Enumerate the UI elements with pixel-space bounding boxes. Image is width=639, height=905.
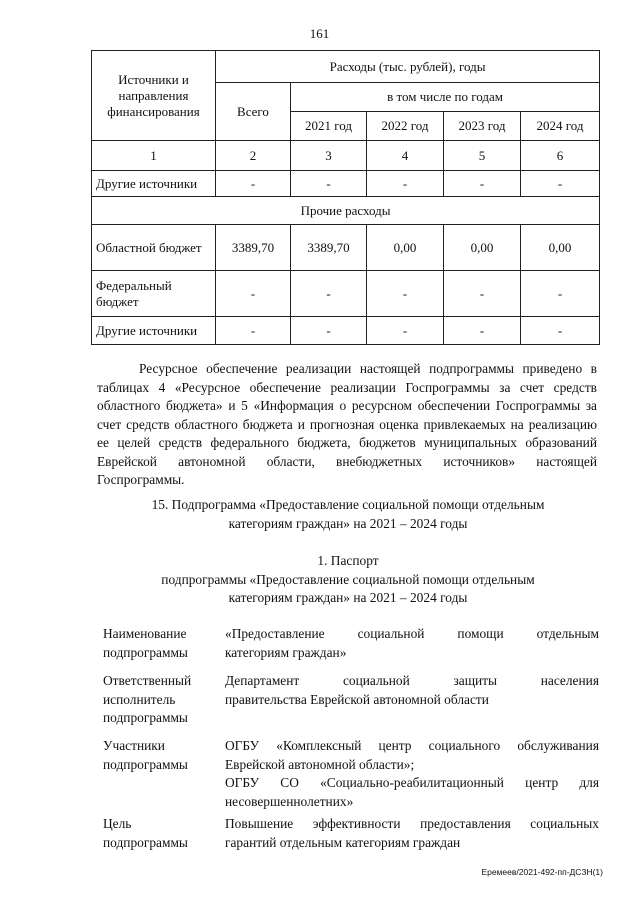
table-cell: - bbox=[291, 171, 367, 197]
table-cell: - bbox=[216, 271, 291, 317]
passport-value bbox=[225, 815, 599, 852]
table-cell: - bbox=[367, 171, 444, 197]
table-cell: 3389,70 bbox=[216, 225, 291, 271]
page-number: 161 bbox=[309, 26, 330, 41]
table-cell: 0,00 bbox=[367, 225, 444, 271]
table-cell: - bbox=[216, 171, 291, 197]
header-by-years: в том числе по годам bbox=[291, 83, 600, 112]
passport-value-line: Повышение эффективности предоставления социальных bbox=[225, 816, 599, 831]
column-number: 5 bbox=[444, 141, 521, 171]
footer-reference: Еремеев/2021-492-пп-ДСЗН(1) bbox=[481, 867, 603, 877]
passport-value bbox=[225, 737, 599, 811]
section-heading bbox=[95, 496, 601, 533]
passport-value-line: несовершеннолетних» bbox=[225, 793, 354, 809]
table-cell: 0,00 bbox=[444, 225, 521, 271]
column-number: 4 bbox=[367, 141, 444, 171]
header-year: 2023 год bbox=[444, 112, 521, 141]
passport-value bbox=[225, 672, 599, 709]
table-cell: - bbox=[444, 271, 521, 317]
table-cell: - bbox=[291, 271, 367, 317]
passport-value-line: «Предоставление социальной помощи отдельным bbox=[225, 626, 599, 641]
row-label: Другие источники bbox=[92, 171, 216, 197]
header-year: 2024 год bbox=[521, 112, 600, 141]
passport-heading bbox=[95, 552, 601, 608]
header-sources: Источники и направления финансирования bbox=[92, 51, 216, 141]
table-cell: - bbox=[521, 171, 600, 197]
budget-table bbox=[91, 50, 600, 345]
passport-heading-line: 1. Паспорт bbox=[317, 553, 379, 568]
table-cell: - bbox=[521, 317, 600, 345]
passport-label: Цель подпрограммы bbox=[103, 816, 188, 850]
passport-value-line: Департамент социальной защиты населения bbox=[225, 673, 599, 688]
section-heading-line: категориям граждан» на 2021 – 2024 годы bbox=[228, 515, 468, 531]
passport-value-line: гарантий отдельным категориям граждан bbox=[225, 834, 461, 850]
table-cell: - bbox=[291, 317, 367, 345]
section-title: Прочие расходы bbox=[92, 197, 600, 225]
header-total: Всего bbox=[216, 83, 291, 141]
section-heading-line: 15. Подпрограмма «Предоставление социальной помощи отдельным bbox=[151, 497, 545, 512]
passport-value-line: ОГБУ «Комплексный центр социального обслуживания bbox=[225, 738, 599, 753]
header-year: 2022 год bbox=[367, 112, 444, 141]
column-number: 6 bbox=[521, 141, 600, 171]
passport-value bbox=[225, 625, 599, 662]
header-year: 2021 год bbox=[291, 112, 367, 141]
column-number: 1 bbox=[92, 141, 216, 171]
column-number: 2 bbox=[216, 141, 291, 171]
passport-value-line: ОГБУ СО «Социально-реабилитационный центр для bbox=[225, 775, 599, 790]
row-label: Областной бюджет bbox=[92, 225, 216, 271]
passport-value-line: Еврейской автономной области»; bbox=[225, 756, 415, 772]
column-number: 3 bbox=[291, 141, 367, 171]
row-label: Другие источники bbox=[92, 317, 216, 345]
table-cell: - bbox=[367, 317, 444, 345]
table-cell: 0,00 bbox=[521, 225, 600, 271]
table-cell: - bbox=[216, 317, 291, 345]
passport-label: Ответственный исполнитель подпрограммы bbox=[103, 673, 192, 725]
passport-value-line: категориям граждан» bbox=[225, 644, 347, 660]
row-label: Федеральный бюджет bbox=[92, 271, 216, 317]
header-expenses: Расходы (тыс. рублей), годы bbox=[216, 51, 600, 83]
passport-label: Наименование подпрограммы bbox=[103, 626, 188, 660]
table-cell: - bbox=[521, 271, 600, 317]
passport-heading-line: категориям граждан» на 2021 – 2024 годы bbox=[228, 590, 468, 605]
table-cell: - bbox=[444, 317, 521, 345]
table-cell: - bbox=[367, 271, 444, 317]
table-cell: - bbox=[444, 171, 521, 197]
table-cell: 3389,70 bbox=[291, 225, 367, 271]
resource-paragraph: Ресурсное обеспечение реализации настоящей подпрограммы приведено в таблицах 4 «Ресурсное обеспечение реализации Госпрограммы за счет средств областного бюджета» и 5 «Информация о ресурсном обеспечении Госпрограммы за счет средств областного бюджета и прогнозная оценка привлекаемых на реализацию ее целей средств федерального бюджета, бюджетов муниципальных образований Еврейской автономной области, внебюджетных источников» настоящей Госпрограммы. bbox=[97, 361, 597, 487]
passport-label: Участники подпрограммы bbox=[103, 738, 188, 772]
passport-value-line: правительства Еврейской автономной области bbox=[225, 691, 489, 707]
passport-heading-line: подпрограммы «Предоставление социальной помощи отдельным bbox=[161, 571, 535, 587]
